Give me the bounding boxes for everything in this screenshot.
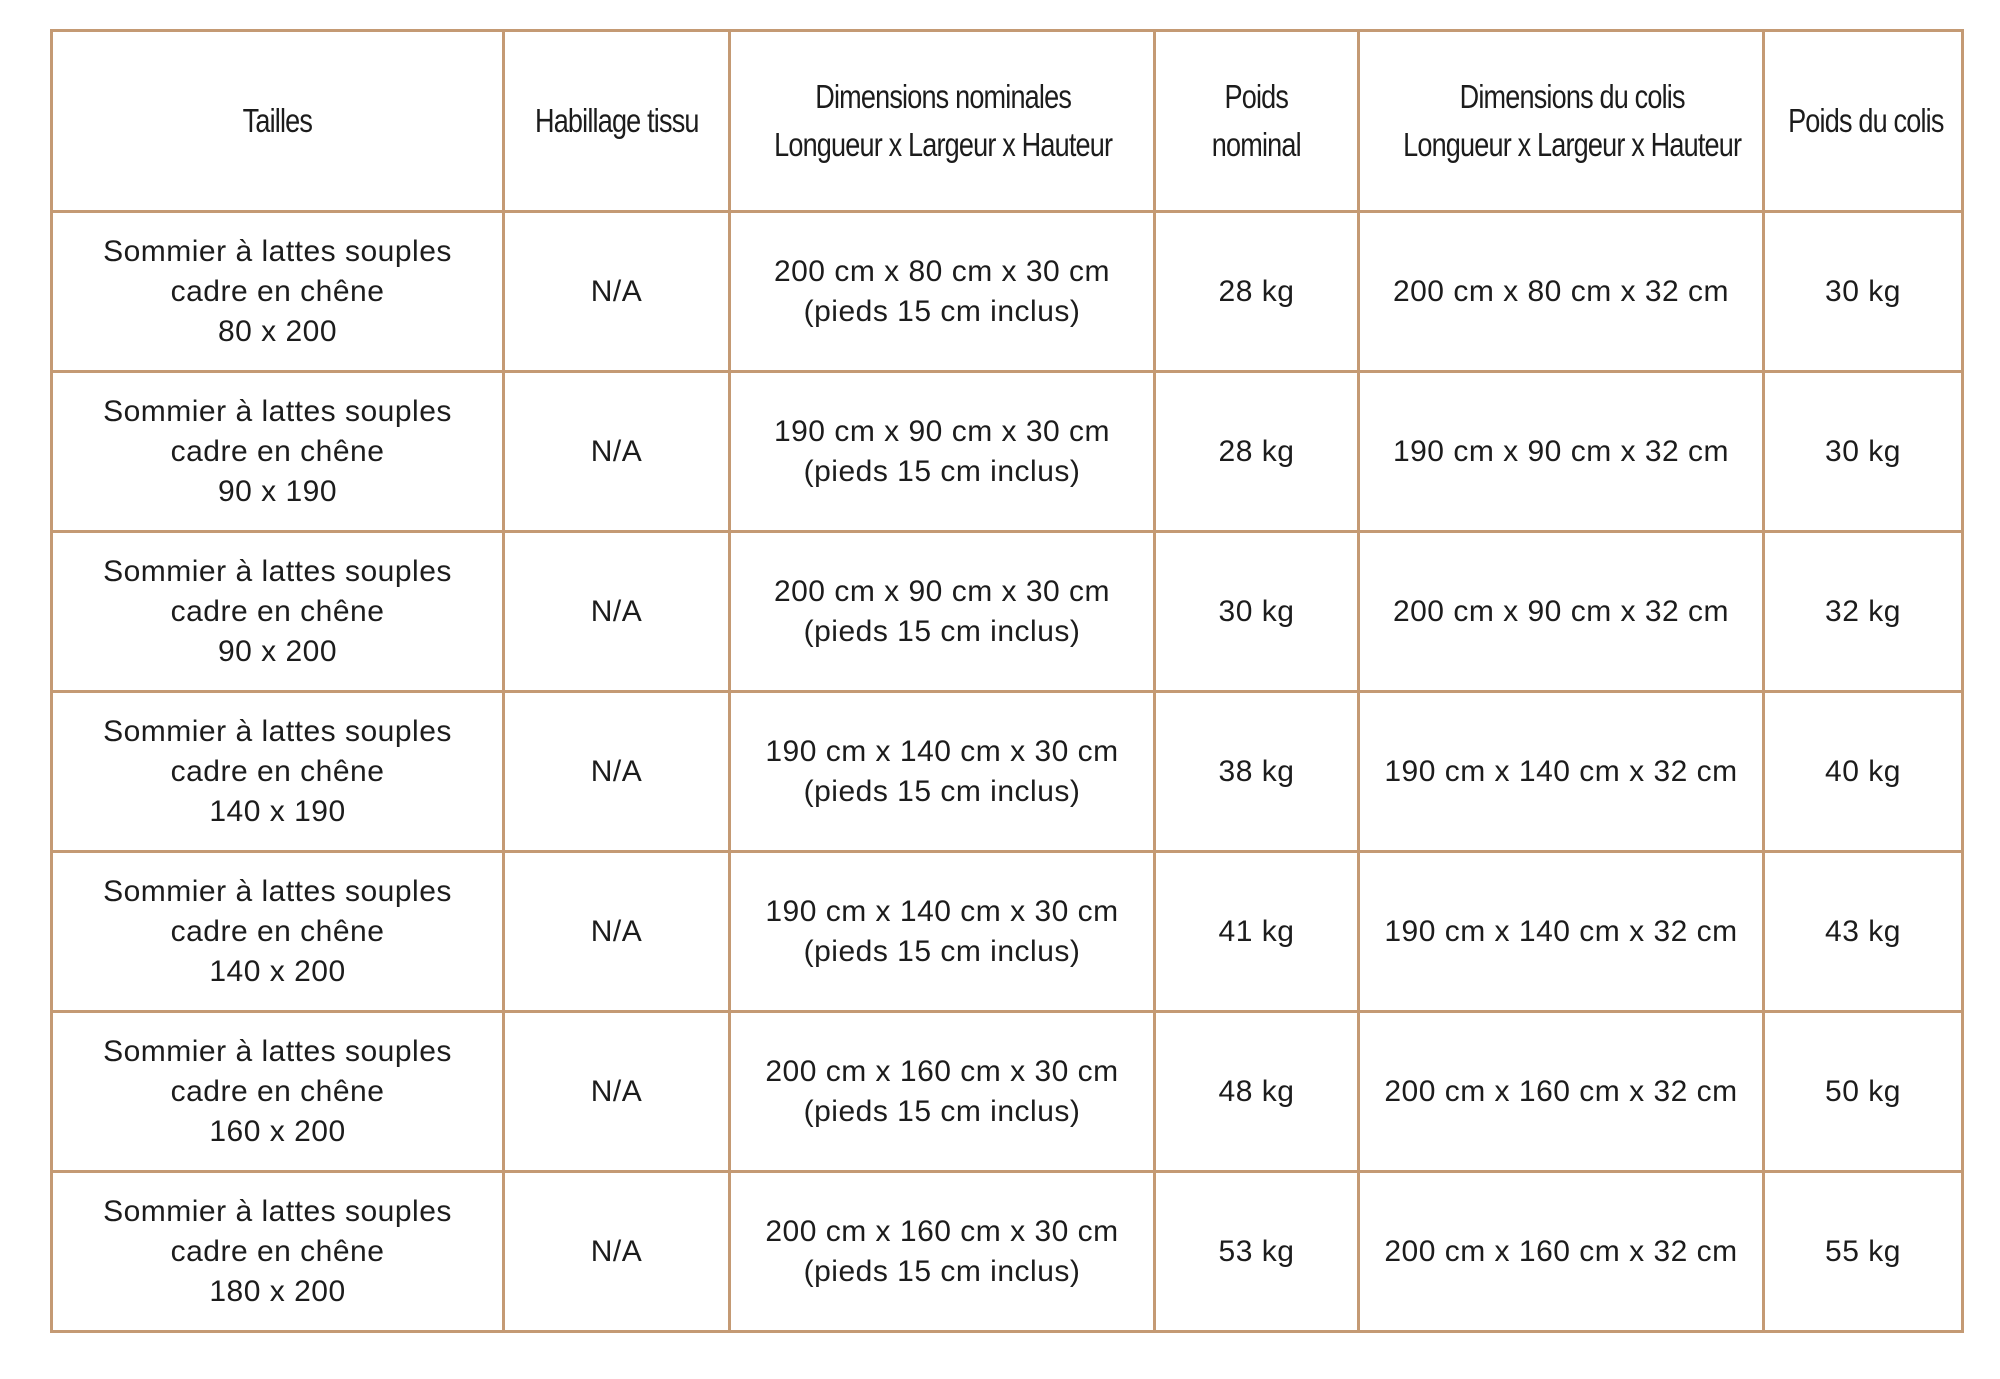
cell-taille-text: Sommier à lattes souples bbox=[103, 554, 452, 588]
cell-colis-dimensions-text: 200 cm x 160 cm x 32 cm bbox=[1384, 1234, 1738, 1268]
cell-taille-text: 90 x 190 bbox=[217, 474, 338, 508]
cell-poids bbox=[1155, 212, 1359, 372]
cell-taille bbox=[52, 532, 504, 692]
cell-taille bbox=[52, 692, 504, 852]
cell-poids-text: 41 kg bbox=[1218, 914, 1295, 948]
cell-taille-text: 180 x 200 bbox=[209, 1274, 346, 1308]
cell-taille-text: cadre en chêne bbox=[170, 754, 385, 788]
cell-poids bbox=[1155, 852, 1359, 1012]
cell-colis-dimensions-text: 190 cm x 140 cm x 32 cm bbox=[1384, 754, 1738, 788]
cell-dimensions-text: (pieds 15 cm inclus) bbox=[803, 454, 1081, 488]
cell-taille bbox=[52, 372, 504, 532]
cell-colis-dimensions bbox=[1359, 1012, 1764, 1172]
cell-habillage bbox=[504, 1012, 730, 1172]
cell-taille bbox=[52, 212, 504, 372]
cell-colis-poids-text: 40 kg bbox=[1825, 754, 1901, 788]
header-poids-colis: Poids du colis bbox=[1764, 31, 1963, 212]
cell-dimensions-text: 200 cm x 160 cm x 30 cm bbox=[765, 1214, 1119, 1248]
cell-colis-poids-text: 30 kg bbox=[1825, 434, 1901, 468]
cell-taille-text: Sommier à lattes souples bbox=[103, 1034, 452, 1068]
cell-taille-text: 140 x 200 bbox=[209, 954, 346, 988]
cell-dimensions-text: (pieds 15 cm inclus) bbox=[803, 774, 1081, 808]
cell-dimensions-text: 200 cm x 80 cm x 30 cm bbox=[773, 254, 1111, 288]
cell-habillage-text: N/A bbox=[590, 914, 643, 948]
cell-dimensions-text: 190 cm x 140 cm x 30 cm bbox=[765, 734, 1119, 768]
cell-dimensions bbox=[730, 852, 1155, 1012]
cell-dimensions-text: (pieds 15 cm inclus) bbox=[803, 614, 1081, 648]
cell-poids bbox=[1155, 1172, 1359, 1332]
cell-colis-poids bbox=[1764, 692, 1963, 852]
cell-taille-text: cadre en chêne bbox=[170, 1234, 385, 1268]
header-poids-nominal: Poids nominal bbox=[1155, 31, 1359, 212]
cell-colis-dimensions bbox=[1359, 852, 1764, 1012]
cell-colis-poids bbox=[1764, 372, 1963, 532]
cell-poids bbox=[1155, 1012, 1359, 1172]
cell-colis-dimensions bbox=[1359, 692, 1764, 852]
cell-taille-text: cadre en chêne bbox=[170, 434, 385, 468]
table-row bbox=[52, 692, 1963, 852]
cell-dimensions-text: (pieds 15 cm inclus) bbox=[803, 1254, 1081, 1288]
cell-poids-text: 30 kg bbox=[1218, 594, 1295, 628]
cell-colis-poids-text: 50 kg bbox=[1825, 1074, 1901, 1108]
cell-taille-text: cadre en chêne bbox=[170, 914, 385, 948]
cell-colis-dimensions-text: 190 cm x 140 cm x 32 cm bbox=[1384, 914, 1738, 948]
cell-poids-text: 53 kg bbox=[1218, 1234, 1295, 1268]
cell-colis-dimensions bbox=[1359, 532, 1764, 692]
header-habillage-tissu: Habillage tissu bbox=[504, 31, 730, 212]
cell-dimensions-text: 190 cm x 90 cm x 30 cm bbox=[773, 414, 1111, 448]
cell-dimensions bbox=[730, 532, 1155, 692]
cell-taille-text: 80 x 200 bbox=[217, 314, 338, 348]
cell-dimensions-text: (pieds 15 cm inclus) bbox=[803, 1094, 1081, 1128]
cell-dimensions-text: 200 cm x 90 cm x 30 cm bbox=[773, 574, 1111, 608]
header-dimensions-nominales: Dimensions nominales Longueur x Largeur x Hauteur bbox=[730, 31, 1155, 212]
cell-colis-dimensions bbox=[1359, 372, 1764, 532]
cell-colis-poids bbox=[1764, 212, 1963, 372]
cell-colis-poids bbox=[1764, 1172, 1963, 1332]
cell-taille-text: cadre en chêne bbox=[170, 274, 385, 308]
cell-colis-poids-text: 30 kg bbox=[1825, 274, 1901, 308]
cell-colis-dimensions-text: 200 cm x 80 cm x 32 cm bbox=[1392, 274, 1730, 308]
cell-taille-text: Sommier à lattes souples bbox=[103, 874, 452, 908]
cell-habillage bbox=[504, 852, 730, 1012]
cell-dimensions bbox=[730, 372, 1155, 532]
cell-taille bbox=[52, 1172, 504, 1332]
cell-habillage-text: N/A bbox=[590, 754, 643, 788]
cell-taille-text: cadre en chêne bbox=[170, 594, 385, 628]
cell-poids bbox=[1155, 692, 1359, 852]
cell-taille-text: 140 x 190 bbox=[209, 794, 346, 828]
cell-dimensions bbox=[730, 1172, 1155, 1332]
cell-poids bbox=[1155, 372, 1359, 532]
table-row bbox=[52, 532, 1963, 692]
cell-colis-poids-text: 43 kg bbox=[1825, 914, 1901, 948]
cell-dimensions-text: 200 cm x 160 cm x 30 cm bbox=[765, 1054, 1119, 1088]
cell-colis-dimensions bbox=[1359, 212, 1764, 372]
cell-colis-dimensions-text: 200 cm x 160 cm x 32 cm bbox=[1384, 1074, 1738, 1108]
cell-taille bbox=[52, 852, 504, 1012]
cell-taille-text: Sommier à lattes souples bbox=[103, 714, 452, 748]
table-row bbox=[52, 1012, 1963, 1172]
cell-colis-poids bbox=[1764, 1012, 1963, 1172]
cell-taille-text: Sommier à lattes souples bbox=[103, 234, 452, 268]
table-body bbox=[52, 212, 1963, 1332]
cell-taille bbox=[52, 1012, 504, 1172]
cell-habillage bbox=[504, 1172, 730, 1332]
cell-colis-poids-text: 55 kg bbox=[1825, 1234, 1901, 1268]
specifications-table bbox=[50, 29, 1964, 1333]
cell-poids-text: 28 kg bbox=[1218, 434, 1295, 468]
cell-habillage-text: N/A bbox=[590, 434, 643, 468]
cell-habillage bbox=[504, 212, 730, 372]
cell-dimensions-text: (pieds 15 cm inclus) bbox=[803, 294, 1081, 328]
cell-habillage-text: N/A bbox=[590, 274, 643, 308]
cell-colis-poids bbox=[1764, 852, 1963, 1012]
cell-habillage-text: N/A bbox=[590, 1074, 643, 1108]
header-row bbox=[52, 31, 1963, 212]
table-row bbox=[52, 212, 1963, 372]
cell-habillage bbox=[504, 372, 730, 532]
cell-taille-text: Sommier à lattes souples bbox=[103, 394, 452, 428]
cell-colis-poids bbox=[1764, 532, 1963, 692]
cell-dimensions bbox=[730, 1012, 1155, 1172]
table-row bbox=[52, 852, 1963, 1012]
cell-poids-text: 38 kg bbox=[1218, 754, 1295, 788]
cell-habillage-text: N/A bbox=[590, 1234, 643, 1268]
cell-habillage bbox=[504, 692, 730, 852]
table-row bbox=[52, 372, 1963, 532]
cell-taille-text: 90 x 200 bbox=[217, 634, 338, 668]
header-dimensions-colis: Dimensions du colis Longueur x Largeur x Hauteur bbox=[1359, 31, 1764, 212]
cell-taille-text: 160 x 200 bbox=[209, 1114, 346, 1148]
cell-colis-dimensions-text: 200 cm x 90 cm x 32 cm bbox=[1392, 594, 1730, 628]
cell-taille-text: cadre en chêne bbox=[170, 1074, 385, 1108]
cell-colis-dimensions bbox=[1359, 1172, 1764, 1332]
cell-habillage bbox=[504, 532, 730, 692]
cell-dimensions-text: (pieds 15 cm inclus) bbox=[803, 934, 1081, 968]
table-row bbox=[52, 1172, 1963, 1332]
cell-poids-text: 28 kg bbox=[1218, 274, 1295, 308]
cell-poids bbox=[1155, 532, 1359, 692]
cell-habillage-text: N/A bbox=[590, 594, 643, 628]
cell-dimensions-text: 190 cm x 140 cm x 30 cm bbox=[765, 894, 1119, 928]
header-tailles: Tailles bbox=[52, 31, 504, 212]
cell-poids-text: 48 kg bbox=[1218, 1074, 1295, 1108]
cell-dimensions bbox=[730, 212, 1155, 372]
cell-dimensions bbox=[730, 692, 1155, 852]
cell-colis-dimensions-text: 190 cm x 90 cm x 32 cm bbox=[1392, 434, 1730, 468]
cell-taille-text: Sommier à lattes souples bbox=[103, 1194, 452, 1228]
cell-colis-poids-text: 32 kg bbox=[1825, 594, 1901, 628]
